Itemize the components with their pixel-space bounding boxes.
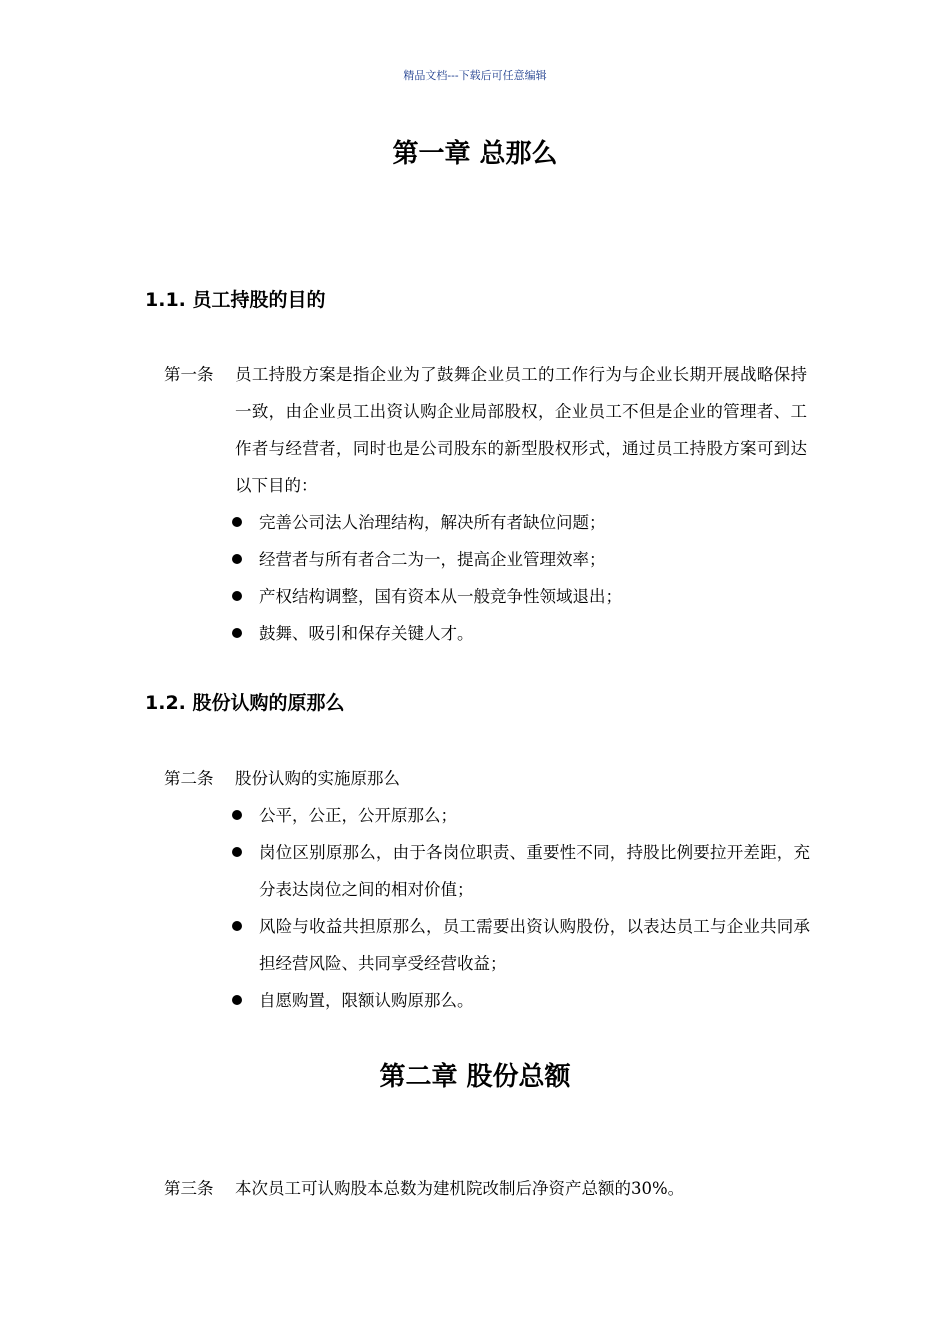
list-item-text: 岗位区别原那么，由于各岗位职责、重要性不同，持股比例要拉开差距，充分表达岗位之间的相对价值； xyxy=(259,843,810,899)
list-item-text: 产权结构调整，国有资本从一般竞争性领域退出； xyxy=(259,587,622,606)
list-item-text: 自愿购置，限额认购原那么。 xyxy=(259,991,474,1010)
article-2-bullet-list xyxy=(230,797,810,1019)
article-3-label: 第三条 xyxy=(164,1179,214,1198)
list-item-text: 经营者与所有者合二为一，提高企业管理效率； xyxy=(259,550,606,569)
list-item-text: 风险与收益共担原那么，员工需要出资认购股份，以表达员工与企业共同承担经营风险、共同享受经营收益； xyxy=(259,917,810,973)
bullet-icon xyxy=(232,995,242,1005)
page-header: 精品文档---下载后可任意编辑 xyxy=(403,69,547,82)
article-3-body: 本次员工可认购股本总数为建机院改制后净资产总额的30%。 xyxy=(235,1179,685,1198)
article-1-body: 员工持股方案是指企业为了鼓舞企业员工的工作行为与企业长期开展战略保持一致，由企业员工出资认购企业局部股权，企业员工不但是企业的管理者、工作者与经营者，同时也是公司股东的新型股权形式，通过员工持股方案可到达以下目的： xyxy=(235,365,807,495)
bullet-icon xyxy=(232,517,242,527)
list-item-text: 完善公司法人治理结构，解决所有者缺位问题； xyxy=(259,513,606,532)
list-item xyxy=(230,615,810,652)
article-2-label: 第二条 xyxy=(164,769,214,788)
bullet-icon xyxy=(232,847,242,857)
chapter-1-title: 第一章 总那么 xyxy=(392,139,558,169)
bullet-icon xyxy=(232,628,242,638)
bullet-icon xyxy=(232,591,242,601)
article-1-bullet-list xyxy=(230,504,810,652)
article-1-label: 第一条 xyxy=(164,365,214,384)
list-item xyxy=(230,797,810,834)
section-1-2-title: 1.2. 股份认购的原那么 xyxy=(145,692,345,714)
list-item xyxy=(230,578,810,615)
list-item xyxy=(230,541,810,578)
article-2-body: 股份认购的实施原那么 xyxy=(235,769,400,788)
bullet-icon xyxy=(232,921,242,931)
list-item-text: 鼓舞、吸引和保存关键人才。 xyxy=(259,624,474,643)
list-item xyxy=(230,504,810,541)
chapter-2-title: 第二章 股份总额 xyxy=(379,1062,571,1092)
bullet-icon xyxy=(232,810,242,820)
list-item xyxy=(230,908,810,982)
list-item xyxy=(230,982,810,1019)
list-item xyxy=(230,834,810,908)
section-1-1-title: 1.1. 员工持股的目的 xyxy=(145,289,326,311)
list-item-text: 公平，公正，公开原那么； xyxy=(259,806,457,825)
bullet-icon xyxy=(232,554,242,564)
